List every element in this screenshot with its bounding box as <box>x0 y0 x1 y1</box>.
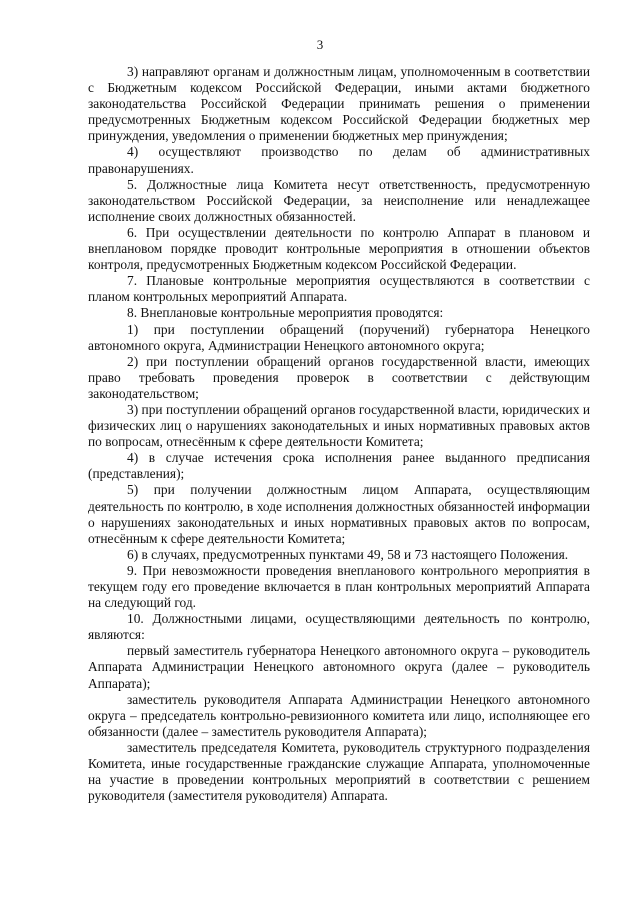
paragraph-clause-4: 4) осуществляют производство по делам об административных правонарушениях. <box>88 144 590 176</box>
page-number: 3 <box>316 37 324 52</box>
paragraph-section-10: 10. Должностными лицами, осуществляющими деятельность по контролю, являются: <box>88 611 590 643</box>
paragraph-clause-3: 3) направляют органам и должностным лицам, уполномоченным в соответствии с Бюджетным кодексом Российской Федерации, иными актами бюджетного законодательства Российской Федерации принимать решения о применении предусмотренных Бюджетным кодексом Российской Федерации бюджетных мер принуждения, уведомления о применении бюджетных мер принуждения; <box>88 64 590 144</box>
paragraph-10-official-1: первый заместитель губернатора Ненецкого автономного округа – руководитель Аппарата Администрации Ненецкого автономного округа (далее – руководитель Аппарата); <box>88 643 590 691</box>
paragraph-10-official-3: заместитель председателя Комитета, руководитель структурного подразделения Комитета, иные государственные гражданские служащие Аппарата, уполномоченные на участие в проведении контрольных мероприятий в соответствии с решением руководителя (заместителя руководителя) Аппарата. <box>88 739 590 804</box>
paragraph-8-item-1: 1) при поступлении обращений (поручений) губернатора Ненецкого автономного округа, Администрации Ненецкого автономного округа; <box>88 321 590 353</box>
paragraph-8-item-4: 4) в случае истечения срока исполнения ранее выданного предписания (представления); <box>88 450 590 482</box>
paragraph-section-7: 7. Плановые контрольные мероприятия осуществляются в соответствии с планом контрольных мероприятий Аппарата. <box>88 273 590 305</box>
paragraph-section-9: 9. При невозможности проведения внепланового контрольного мероприятия в текущем году его проведение включается в план контрольных мероприятий Аппарата на следующий год. <box>88 562 590 611</box>
paragraph-section-6: 6. При осуществлении деятельности по контролю Аппарат в плановом и внеплановом порядке проводит контрольные мероприятия в отношении объектов контроля, предусмотренных Бюджетным кодексом Российской Федерации. <box>88 224 590 273</box>
paragraph-8-item-6: 6) в случаях, предусмотренных пунктами 49, 58 и 73 настоящего Положения. <box>127 546 569 562</box>
paragraph-8-item-2: 2) при поступлении обращений органов государственной власти, имеющих право требовать проведения проверок в соответствии с действующим законодательством; <box>88 353 590 401</box>
document-body <box>88 64 590 804</box>
paragraph-10-official-2: заместитель руководителя Аппарата Администрации Ненецкого автономного округа – председатель контрольно-ревизионного комитета или лицо, исполняющее его обязанности (далее – заместитель руководителя Аппарата); <box>88 691 590 739</box>
paragraph-8-item-3: 3) при поступлении обращений органов государственной власти, юридических и физических лиц о нарушениях законодательных и иных нормативных правовых актов по вопросам, отнесённым к сфере деятельности Комитета; <box>88 401 590 450</box>
paragraph-8-item-5: 5) при получении должностным лицом Аппарата, осуществляющим деятельность по контролю, в ходе исполнения должностных обязанностей информации о нарушениях законодательных и иных нормативных правовых актов по вопросам, отнесённым к сфере деятельности Комитета; <box>88 482 590 546</box>
paragraph-section-5: 5. Должностные лица Комитета несут ответственность, предусмотренную законодательством Российской Федерации, за неисполнение или ненадлежащее исполнение своих должностных обязанностей. <box>88 176 590 224</box>
paragraph-section-8: 8. Внеплановые контрольные мероприятия проводятся: <box>127 305 444 321</box>
